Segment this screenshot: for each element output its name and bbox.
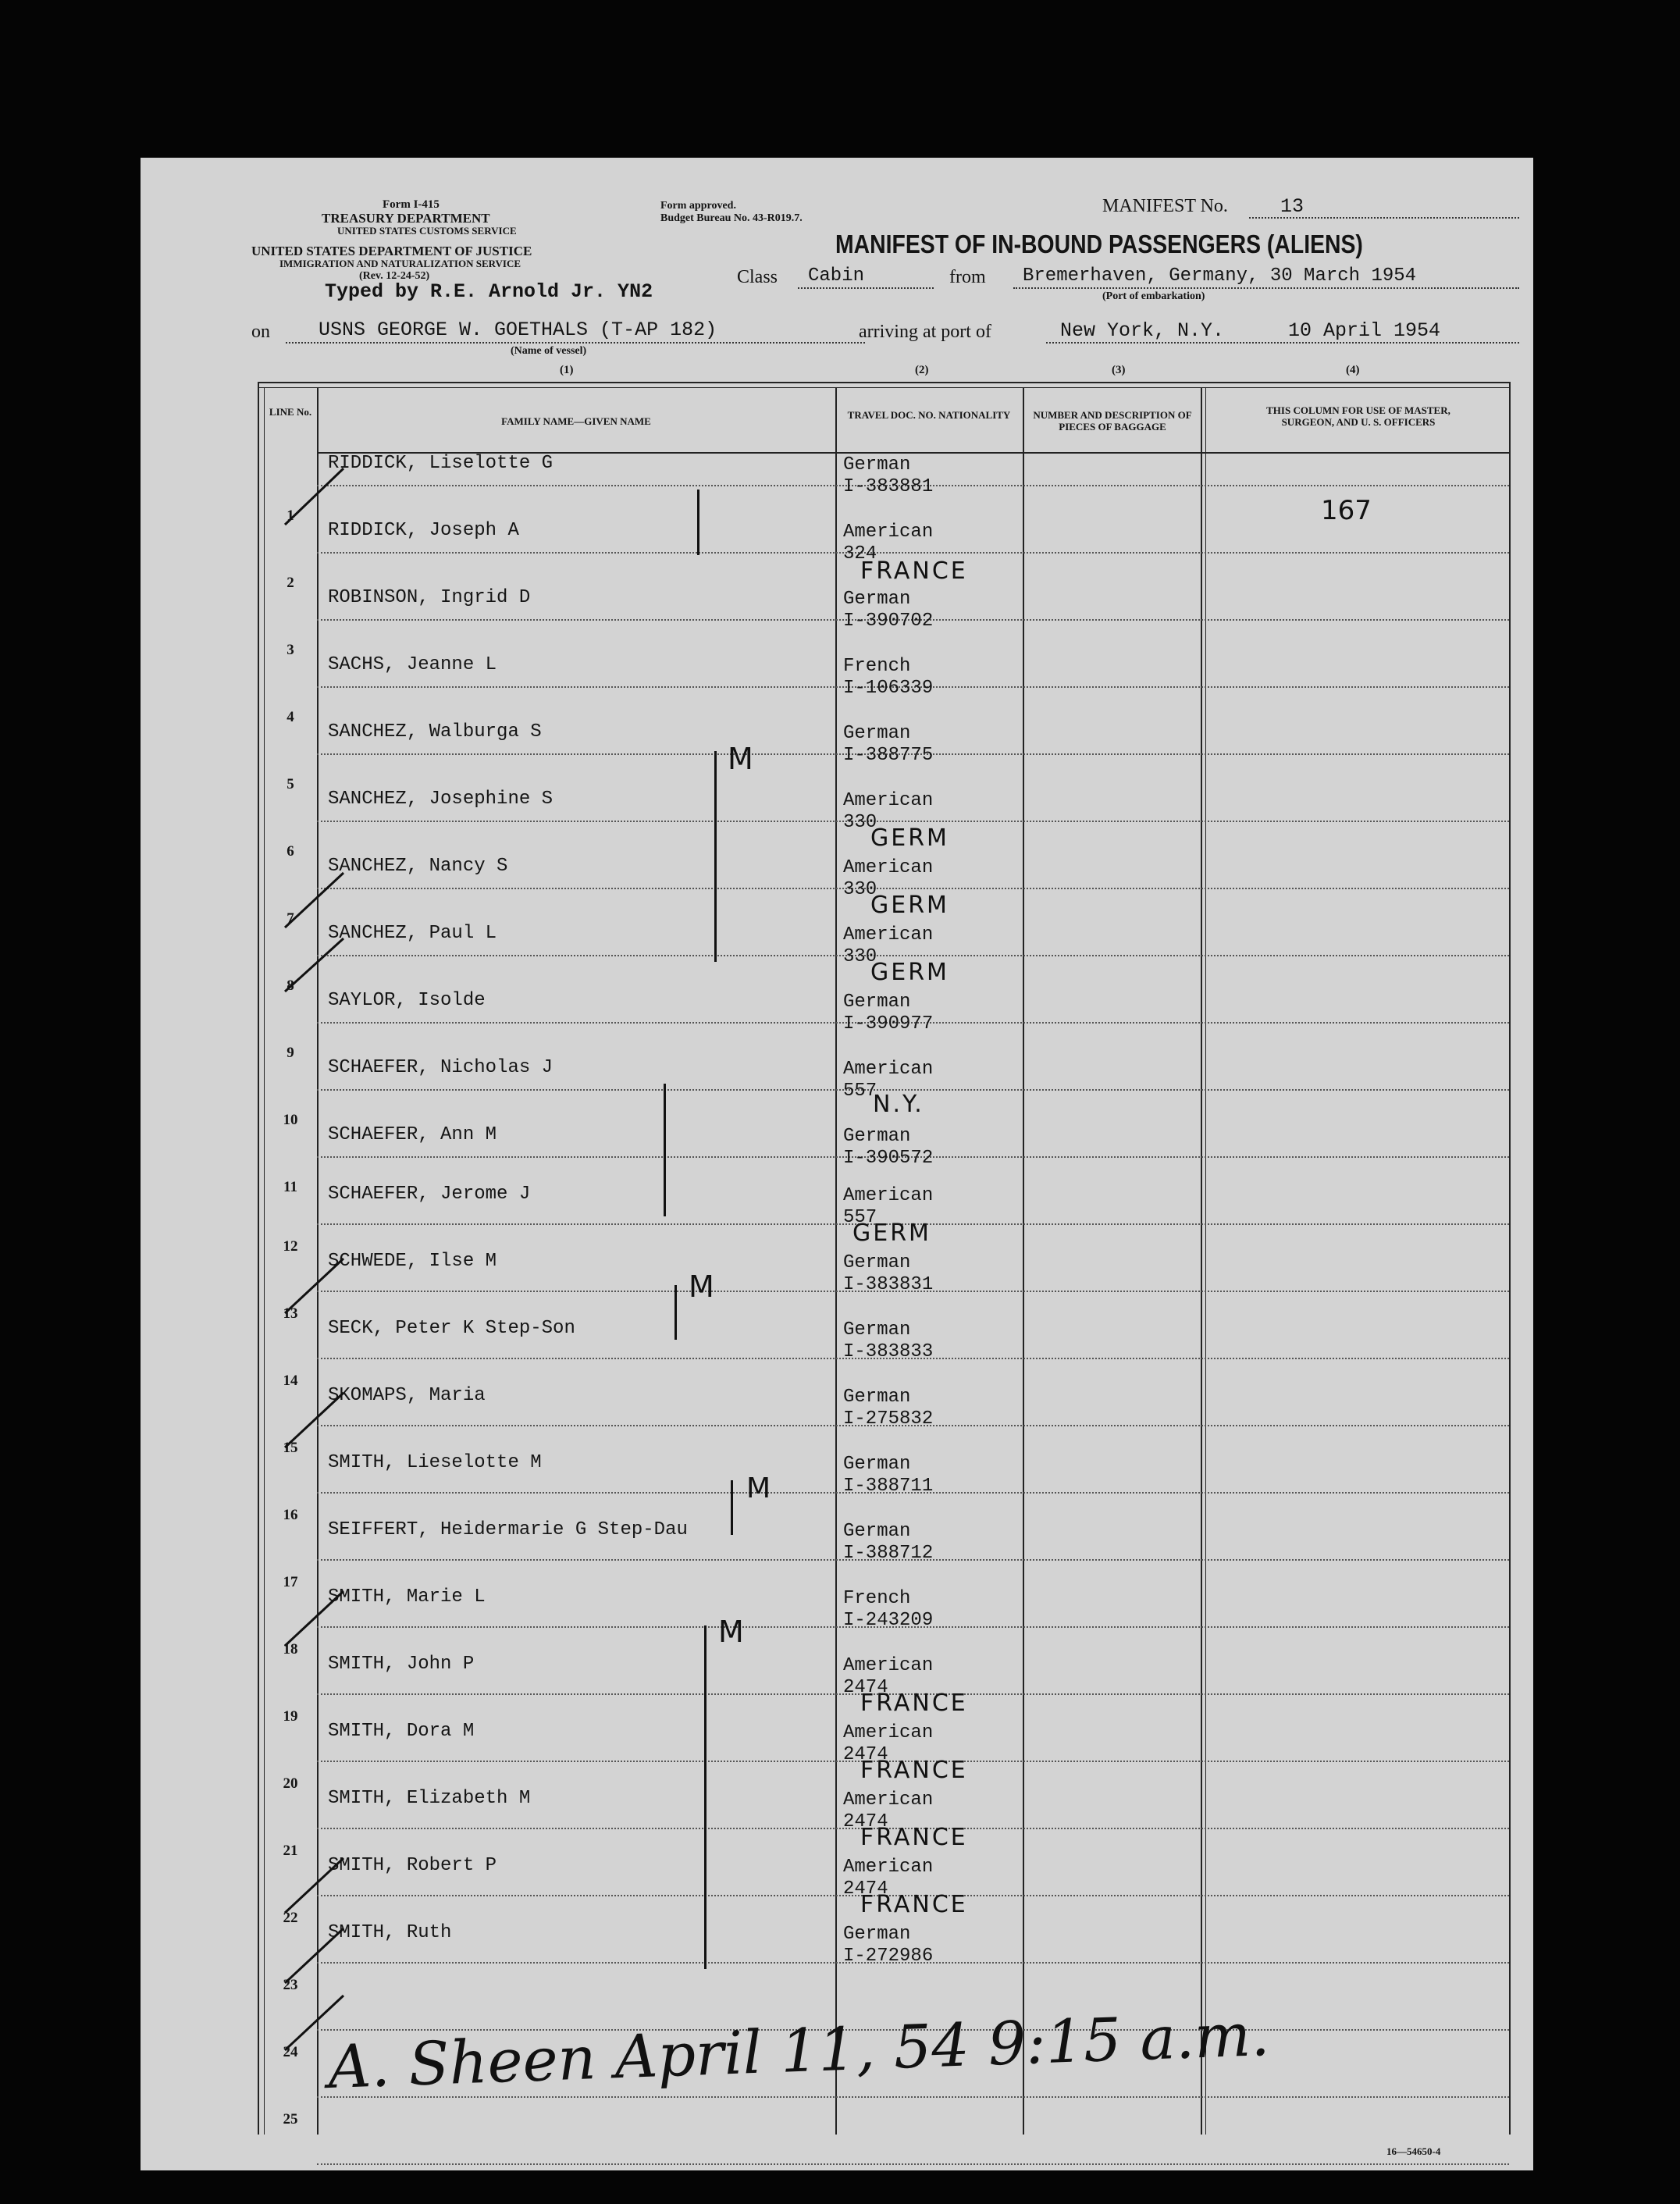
family-mark-m: M [746,1472,774,1504]
nationality: German [843,1521,911,1542]
line-number: 11 [283,1179,297,1195]
travel-doc-no: I-383831 [843,1274,934,1295]
on-label: on [251,322,270,342]
travel-doc-no: 557 [843,1081,877,1102]
passenger-name: SANCHEZ, Josephine S [328,789,553,810]
passenger-name: SMITH, Elizabeth M [328,1788,531,1809]
nationality: German [843,1387,911,1408]
from-label: from [949,267,986,287]
line-number: 18 [283,1641,298,1657]
nationality: French [843,1588,911,1609]
handwritten-note: FRANCE [860,1689,968,1717]
col-header-line: LINE No. [269,406,312,418]
tick-mark [285,1928,343,1983]
tick-mark [285,1858,343,1913]
travel-doc-no: I-243209 [843,1610,934,1631]
travel-doc-no: I-388711 [843,1476,934,1497]
travel-doc-no: I-388775 [843,745,934,766]
line-number: 1 [287,507,294,524]
handwritten-note: GERM [870,892,949,919]
nationality: American [843,857,934,878]
budget-bureau: Budget Bureau No. 43-R019.7. [660,212,803,224]
tick-mark [285,1259,343,1313]
nationality: German [843,1126,911,1147]
nationality: German [843,1252,911,1273]
form-code: 16—54650-4 [1386,2145,1441,2157]
nationality: American [843,1185,934,1206]
line-number: 12 [283,1238,298,1255]
tick-mark [285,873,343,928]
col-num-4: (4) [1346,364,1360,376]
family-mark-m: M [718,1615,746,1649]
class-label: Class [737,267,778,287]
port-caption: (Port of embarkation) [1102,290,1205,302]
nationality: German [843,1319,911,1341]
col-header-name: FAMILY NAME—GIVEN NAME [501,415,651,427]
line-number: 5 [287,776,294,792]
arrival-date: 10 April 1954 [1288,319,1441,342]
nationality: German [843,589,911,610]
passenger-name: SANCHEZ, Paul L [328,923,497,944]
line-number: 22 [283,1910,298,1926]
family-mark-m: M [689,1269,717,1304]
officer-number: 167 [1321,495,1372,526]
line-number: 20 [283,1775,298,1792]
passenger-name: SMITH, John P [328,1654,475,1675]
col-header-official-use: THIS COLUMN FOR USE OF MASTER, SURGEON, AND U. S. OFFICERS [1266,404,1450,428]
passenger-name: ROBINSON, Ingrid D [328,587,531,608]
handwritten-note: GERM [870,824,949,852]
line-number: 7 [287,910,294,927]
travel-doc-no: 2474 [843,1811,888,1832]
nationality: German [843,1924,911,1945]
handwritten-note: FRANCE [860,1824,968,1851]
line-number: 2 [287,575,294,591]
form-approved: Form approved. [660,200,736,212]
line-number: 14 [283,1373,298,1389]
line-number: 10 [283,1112,298,1128]
line-number: 9 [287,1045,294,1061]
officer-signature: A. Sheen April 11, 54 9:15 a.m. [326,1999,1271,2103]
tick-mark [285,468,343,525]
passenger-name: SMITH, Robert P [328,1855,497,1876]
travel-doc-no: I-106339 [843,678,934,699]
line-number: 13 [283,1305,298,1322]
travel-doc-no: I-388712 [843,1543,934,1564]
travel-doc-no: I-272986 [843,1946,934,1967]
passenger-name: SMITH, Marie L [328,1586,486,1608]
passenger-name: SMITH, Dora M [328,1721,475,1742]
col-num-2: (2) [915,364,929,376]
passenger-name: SAYLOR, Isolde [328,990,486,1011]
passenger-name: RIDDICK, Liselotte G [328,453,553,474]
tick-marks [141,158,1533,2170]
class-value: Cabin [808,265,865,287]
col-num-1: (1) [560,364,574,376]
col-num-3: (3) [1112,364,1126,376]
handwritten-note: N.Y. [873,1091,924,1118]
nationality: German [843,723,911,744]
nationality: German [843,992,911,1013]
manifest-no-value: 13 [1280,195,1304,218]
customs-service: UNITED STATES CUSTOMS SERVICE [337,225,517,237]
handwritten-note: FRANCE [860,557,968,585]
passenger-name: SMITH, Ruth [328,1922,452,1943]
nationality: American [843,1059,934,1080]
ins-service: IMMIGRATION AND NATURALIZATION SERVICE [279,258,521,269]
travel-doc-no: 324 [843,543,877,564]
passenger-name: SANCHEZ, Walburga S [328,721,542,742]
travel-doc-no: I-383833 [843,1341,934,1362]
passenger-name: SANCHEZ, Nancy S [328,856,508,877]
line-number: 15 [283,1440,298,1456]
travel-doc-no: I-275832 [843,1408,934,1430]
tick-mark [285,1393,343,1447]
nationality: American [843,924,934,945]
nationality: French [843,656,911,677]
arriving-label: arriving at port of [859,322,991,342]
passenger-name: SEIFFERT, Heidermarie G Step-Dau [328,1519,688,1540]
from-value: Bremerhaven, Germany, 30 March 1954 [1023,265,1417,287]
handwritten-note: GERM [852,1219,931,1247]
department-of-justice: UNITED STATES DEPARTMENT OF JUSTICE [251,244,532,258]
line-number: 19 [283,1708,298,1725]
nationality: American [843,1655,934,1676]
travel-doc-no: I-390572 [843,1148,934,1169]
nationality: American [843,1789,934,1811]
manifest-no-label: MANIFEST No. [1102,196,1228,216]
travel-doc-no: 330 [843,812,877,833]
travel-doc-no: 2474 [843,1878,888,1900]
typed-by: Typed by R.E. Arnold Jr. YN2 [325,280,653,303]
passenger-name: SACHS, Jeanne L [328,654,497,675]
col-header-baggage: NUMBER AND DESCRIPTION OF PIECES OF BAGGAGE [1033,409,1192,433]
line-number: 3 [287,642,294,658]
nationality: American [843,790,934,811]
travel-doc-no: 2474 [843,1744,888,1765]
passenger-name: SCHAEFER, Nicholas J [328,1057,553,1078]
travel-doc-no: I-383881 [843,476,934,497]
line-number: 6 [287,843,294,860]
nationality: American [843,1857,934,1878]
family-mark-m: M [728,742,756,776]
line-number: 25 [283,2111,298,2127]
handwritten-note: FRANCE [860,1757,968,1784]
vessel-name: USNS GEORGE W. GOETHALS (T-AP 182) [319,319,717,341]
manifest-title: MANIFEST OF IN-BOUND PASSENGERS (ALIENS) [835,230,1363,258]
nationality: American [843,1722,934,1743]
arrival-port: New York, N.Y. [1060,319,1225,342]
line-number: 8 [287,977,294,994]
form-number: Form I-415 [383,198,440,211]
passenger-name: SCHAEFER, Jerome J [328,1184,531,1205]
travel-doc-no: 330 [843,879,877,900]
line-number: 23 [283,1977,298,1993]
vessel-caption: (Name of vessel) [511,345,587,357]
passenger-name: SCHWEDE, Ilse M [328,1251,497,1272]
tick-mark [285,938,343,992]
line-number: 4 [287,709,294,725]
passenger-name: RIDDICK, Joseph A [328,520,519,541]
nationality: American [843,522,934,543]
line-number: 24 [283,2044,298,2060]
manifest-sheet [141,158,1533,2170]
line-number: 16 [283,1507,298,1523]
nationality: German [843,454,911,475]
passenger-name: SCHAEFER, Ann M [328,1124,497,1145]
passenger-name: SECK, Peter K Step-Son [328,1318,575,1339]
handwritten-note: GERM [870,959,949,986]
line-number: 21 [283,1843,298,1859]
treasury-department: TREASURY DEPARTMENT [322,211,490,226]
nationality: German [843,1454,911,1475]
line-number: 17 [283,1574,298,1590]
passenger-name: SMITH, Lieselotte M [328,1452,542,1473]
travel-doc-no: I-390702 [843,611,934,632]
travel-doc-no: 330 [843,946,877,967]
handwritten-note: FRANCE [860,1891,968,1918]
travel-doc-no: I-390977 [843,1013,934,1034]
revision-date: (Rev. 12-24-52) [359,270,430,282]
travel-doc-no: 557 [843,1207,877,1228]
passenger-name: SKOMAPS, Maria [328,1385,486,1406]
travel-doc-no: 2474 [843,1677,888,1698]
col-header-travel-doc: TRAVEL DOC. NO. NATIONALITY [847,409,1011,421]
tick-mark [285,1591,343,1646]
